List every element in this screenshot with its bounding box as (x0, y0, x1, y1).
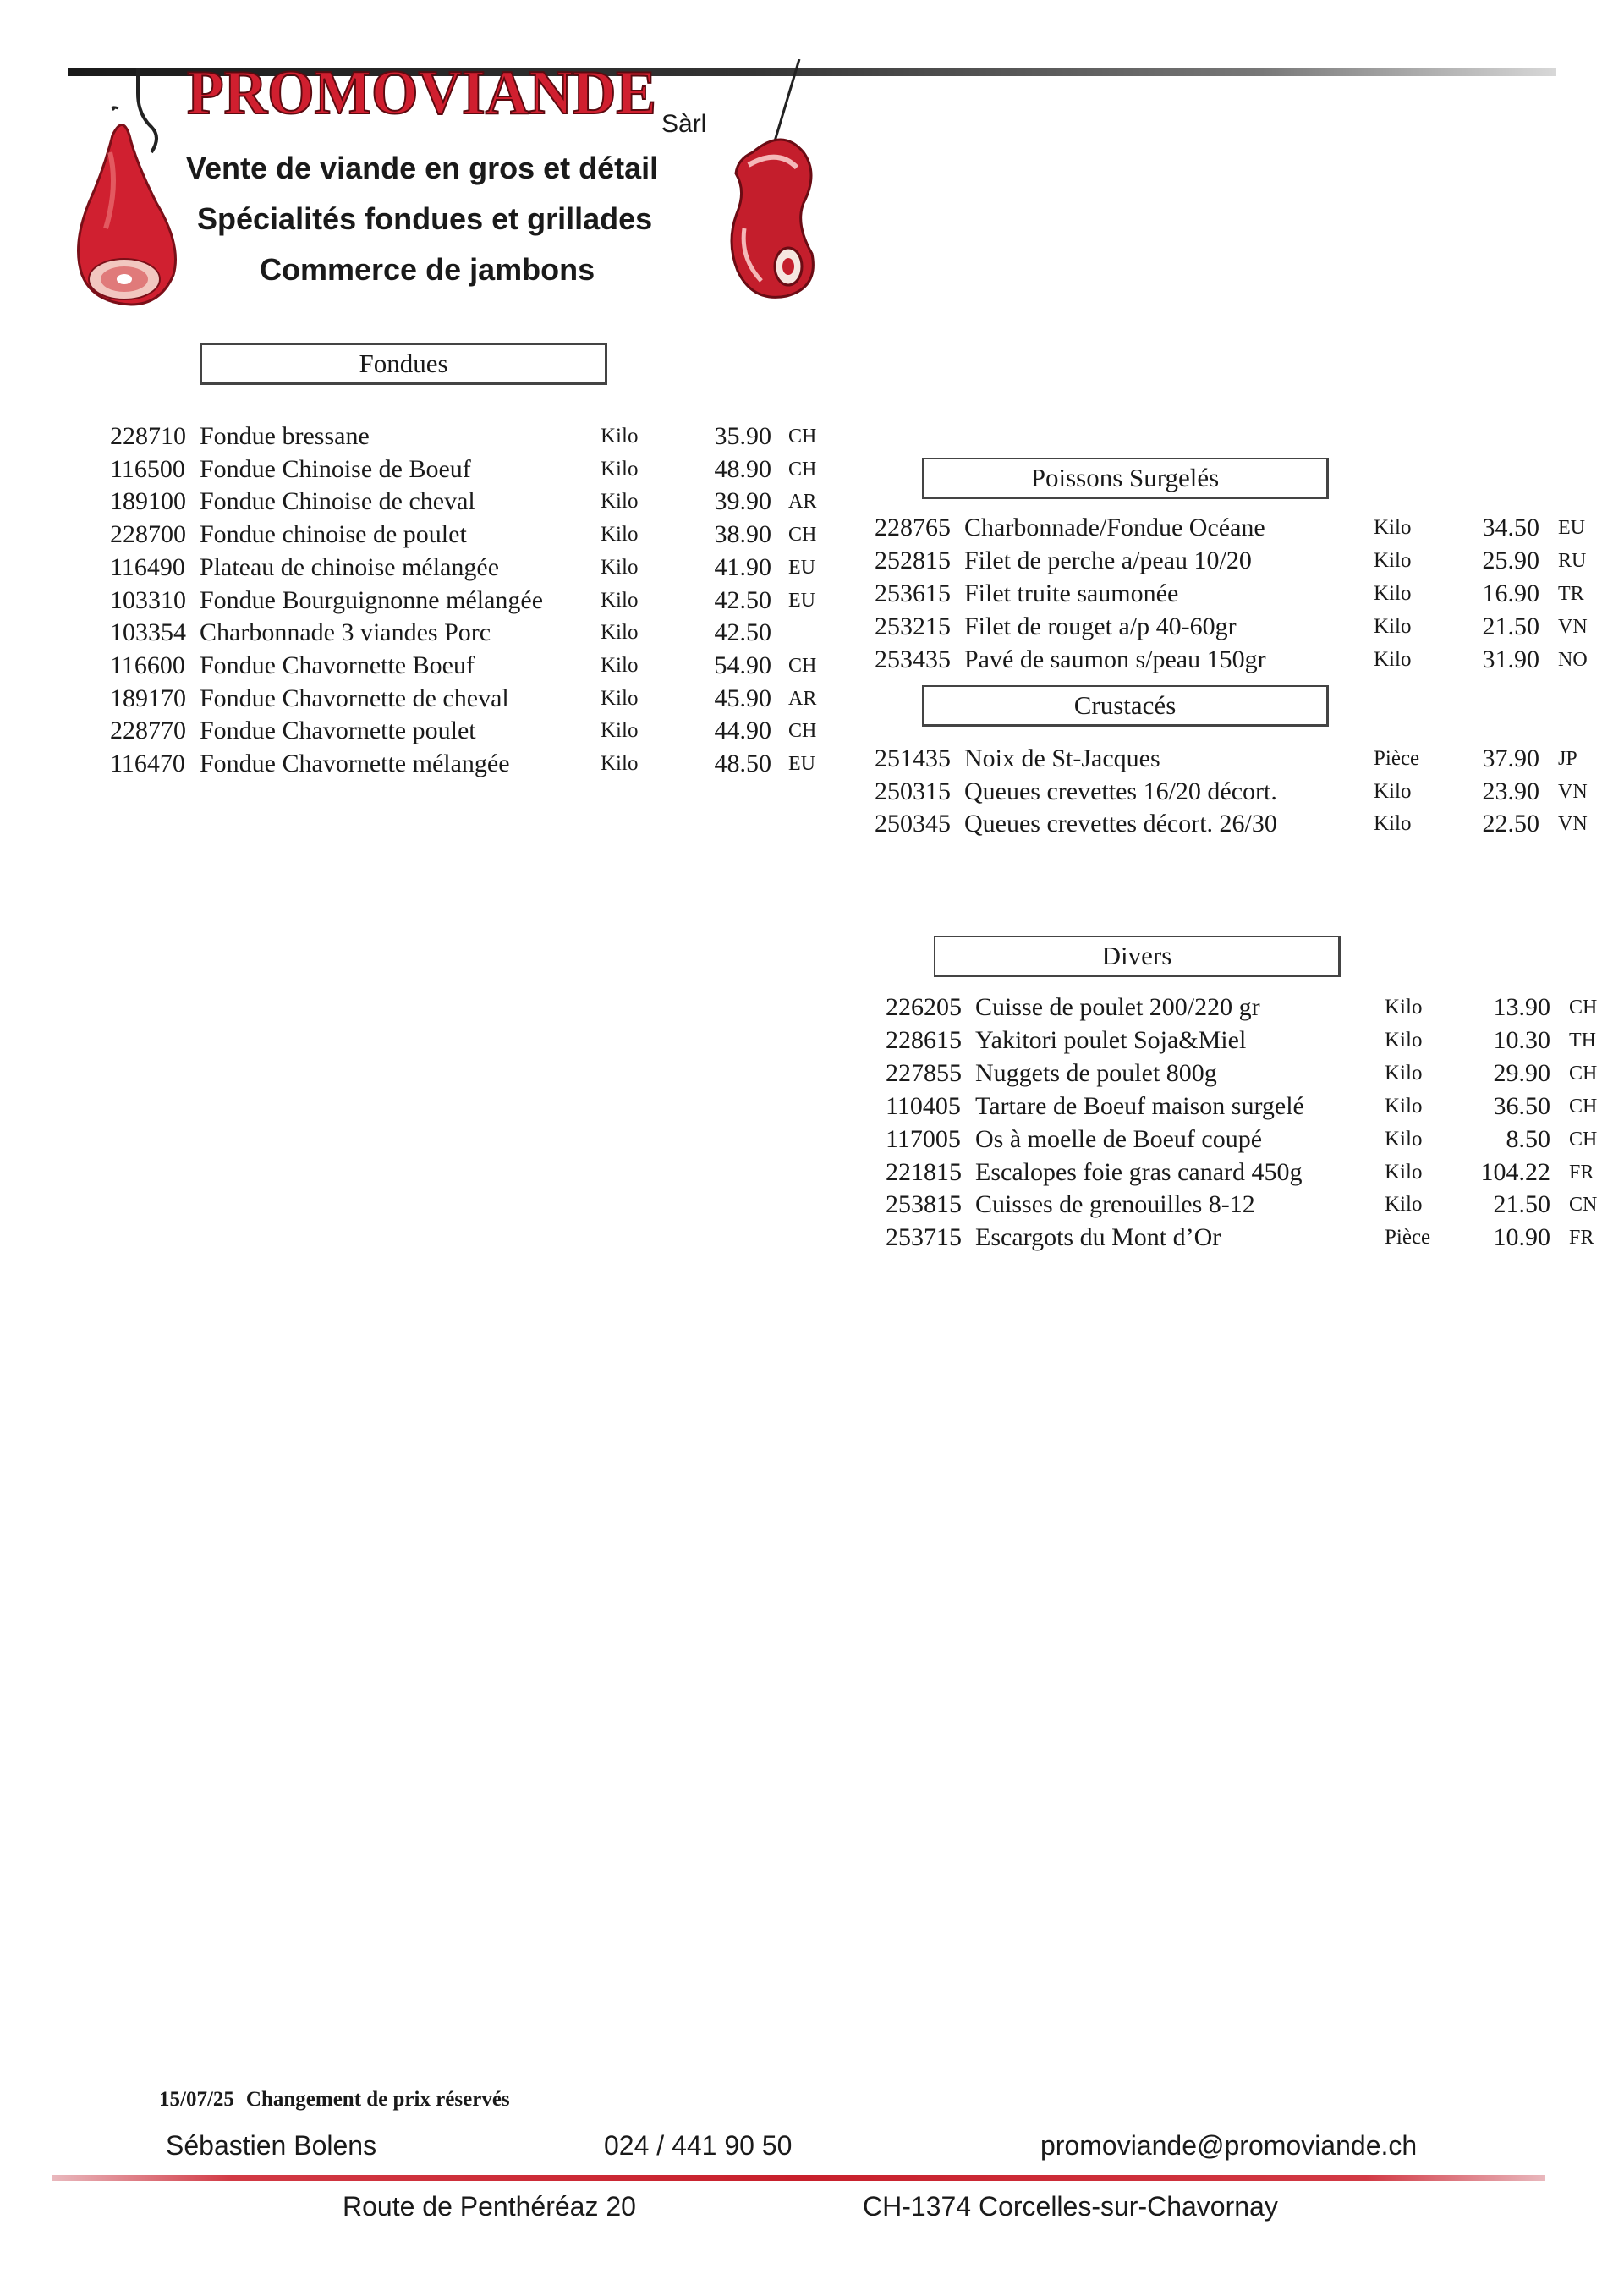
product-code: 103354 (110, 618, 186, 647)
product-origin: VN (1558, 780, 1588, 803)
product-name: Cuisse de poulet 200/220 gr (975, 993, 1260, 1021)
product-code: 116500 (110, 454, 185, 483)
product-row (886, 1090, 1620, 1123)
address-street: Route de Penthéréaz 20 (343, 2191, 636, 2222)
logo-suffix: Sàrl (661, 110, 707, 138)
product-price: 36.50 (1493, 1091, 1550, 1120)
product-name: Escargots du Mont d’Or (975, 1223, 1221, 1252)
product-name: Fondue Chavornette Boeuf (200, 651, 475, 679)
product-price: 34.50 (1482, 514, 1539, 541)
product-unit: Kilo (1385, 1094, 1423, 1118)
product-price: 10.30 (1493, 1025, 1550, 1054)
product-price: 22.50 (1482, 810, 1539, 838)
product-price: 10.90 (1493, 1223, 1550, 1252)
product-code: 226205 (886, 993, 962, 1021)
product-name: Yakitori poulet Soja&Miel (975, 1025, 1247, 1054)
product-row (110, 715, 839, 747)
product-row (110, 519, 839, 551)
product-price: 13.90 (1493, 993, 1550, 1021)
product-price: 38.90 (714, 520, 771, 549)
product-unit: Kilo (601, 719, 639, 743)
product-unit: Kilo (1385, 1127, 1423, 1151)
product-unit: Kilo (1385, 1193, 1423, 1217)
product-code: 116600 (110, 651, 185, 679)
product-price: 16.90 (1482, 579, 1539, 607)
product-unit: Kilo (1385, 1028, 1423, 1052)
product-origin: CH (788, 720, 817, 743)
product-row (875, 644, 1609, 676)
product-code: 250315 (875, 777, 951, 805)
product-origin: VN (1558, 813, 1588, 835)
product-price: 41.90 (714, 552, 771, 581)
product-row (886, 991, 1620, 1024)
product-code: 252815 (875, 547, 951, 574)
product-name: Nuggets de poulet 800g (975, 1058, 1217, 1087)
product-code: 227855 (886, 1058, 962, 1087)
product-unit: Kilo (1385, 1061, 1423, 1085)
product-row (875, 808, 1609, 840)
product-origin: VN (1558, 616, 1588, 638)
product-name: Filet de rouget a/p 40-60gr (964, 612, 1237, 640)
product-code: 253815 (886, 1190, 962, 1219)
product-unit: Kilo (1374, 812, 1412, 835)
product-row (875, 776, 1609, 808)
product-origin: EU (788, 556, 815, 579)
product-code: 110405 (886, 1091, 961, 1120)
product-unit: Kilo (1374, 582, 1412, 605)
price-notice: Changement de prix réservés (245, 2088, 510, 2111)
product-code: 253715 (886, 1223, 962, 1252)
product-row (875, 743, 1609, 775)
product-unit: Kilo (1385, 1160, 1423, 1184)
company-logo (182, 58, 723, 138)
product-price: 37.90 (1482, 744, 1539, 772)
product-unit: Kilo (1374, 549, 1412, 572)
product-row (110, 552, 839, 584)
section-title-crustaces: Crustacés (922, 685, 1329, 727)
product-row (886, 1123, 1620, 1156)
tagline-3: Commerce de jambons (260, 252, 595, 287)
product-origin: CH (1569, 1062, 1598, 1085)
product-row (110, 453, 839, 486)
product-unit: Kilo (601, 457, 639, 481)
product-origin: RU (1558, 550, 1587, 572)
footer-rule (52, 2175, 1545, 2181)
product-unit: Pièce (1374, 747, 1420, 770)
contact-name: Sébastien Bolens (166, 2130, 377, 2161)
product-name: Queues crevettes 16/20 décort. (964, 777, 1277, 805)
product-name: Fondue Bourguignonne mélangée (200, 585, 544, 614)
product-price: 8.50 (1506, 1124, 1550, 1153)
product-name: Tartare de Boeuf maison surgelé (975, 1091, 1304, 1120)
product-name: Fondue Chavornette de cheval (200, 684, 509, 712)
product-code: 103310 (110, 585, 186, 614)
product-unit: Kilo (1385, 996, 1423, 1019)
product-price: 54.90 (714, 651, 771, 679)
product-code: 221815 (886, 1157, 962, 1186)
address-city: CH-1374 Corcelles-sur-Chavornay (863, 2191, 1278, 2222)
product-origin: CH (788, 654, 817, 677)
product-row (886, 1189, 1620, 1221)
product-name: Charbonnade 3 viandes Porc (200, 618, 491, 647)
product-unit: Kilo (1374, 779, 1412, 803)
logo-text: PROMOVIANDE (187, 58, 656, 128)
product-origin: CH (1569, 1095, 1598, 1118)
product-name: Queues crevettes décort. 26/30 (964, 810, 1277, 838)
product-price: 25.90 (1482, 547, 1539, 574)
product-code: 253435 (875, 645, 951, 673)
product-price: 31.90 (1482, 645, 1539, 673)
product-origin: CN (1569, 1194, 1598, 1217)
product-row (110, 683, 839, 715)
product-code: 253615 (875, 579, 951, 607)
product-origin: TH (1569, 1029, 1596, 1052)
product-origin: EU (788, 589, 815, 612)
product-name: Plateau de chinoise mélangée (200, 552, 500, 581)
product-row (875, 512, 1609, 544)
product-code: 253215 (875, 612, 951, 640)
product-origin: EU (788, 753, 815, 775)
product-unit: Kilo (601, 588, 639, 612)
product-name: Noix de St-Jacques (964, 744, 1160, 772)
product-origin: CH (788, 426, 817, 448)
product-name: Charbonnade/Fondue Océane (964, 514, 1265, 541)
product-origin: EU (1558, 517, 1585, 539)
product-row (875, 545, 1609, 577)
product-price: 45.90 (714, 684, 771, 712)
product-unit: Kilo (1374, 615, 1412, 638)
section-title-divers: Divers (934, 936, 1341, 977)
product-name: Filet truite saumonée (964, 579, 1179, 607)
contact-email[interactable]: promoviande@promoviande.ch (1040, 2130, 1418, 2161)
product-name: Fondue Chavornette poulet (200, 717, 476, 745)
product-code: 116490 (110, 552, 185, 581)
tagline-2: Spécialités fondues et grillades (197, 201, 653, 236)
product-unit: Kilo (601, 523, 639, 547)
product-origin: CH (1569, 1128, 1598, 1151)
product-price: 42.50 (714, 618, 771, 647)
product-code: 189100 (110, 487, 186, 516)
product-row (875, 578, 1609, 610)
product-code: 250345 (875, 810, 951, 838)
product-origin: CH (788, 458, 817, 481)
contact-phone[interactable]: 024 / 441 90 50 (604, 2130, 793, 2161)
product-row (886, 1024, 1620, 1057)
product-origin: TR (1558, 583, 1584, 605)
ham-leg-icon (72, 102, 190, 313)
product-price: 21.50 (1493, 1190, 1550, 1219)
product-name: Fondue Chinoise de Boeuf (200, 454, 471, 483)
product-code: 251435 (875, 744, 951, 772)
product-price: 23.90 (1482, 777, 1539, 805)
product-price: 104.22 (1480, 1157, 1550, 1186)
product-name: Escalopes foie gras canard 450g (975, 1157, 1303, 1186)
product-unit: Kilo (601, 752, 639, 775)
product-unit: Kilo (601, 686, 639, 710)
product-price: 44.90 (714, 717, 771, 745)
product-origin: CH (788, 524, 817, 547)
product-row (110, 486, 839, 518)
product-row (110, 748, 839, 780)
product-unit: Kilo (601, 490, 639, 514)
product-row (875, 611, 1609, 643)
product-origin: FR (1569, 1161, 1594, 1184)
price-list-date: 15/07/25 (159, 2088, 234, 2111)
product-name: Pavé de saumon s/peau 150gr (964, 645, 1266, 673)
product-code: 117005 (886, 1124, 961, 1153)
product-unit: Kilo (601, 653, 639, 677)
product-origin: FR (1569, 1227, 1594, 1250)
product-code: 228765 (875, 514, 951, 541)
product-name: Os à moelle de Boeuf coupé (975, 1124, 1263, 1153)
product-price: 29.90 (1493, 1058, 1550, 1087)
product-price: 48.50 (714, 750, 771, 777)
product-code: 228615 (886, 1025, 962, 1054)
steak-icon (719, 59, 820, 305)
product-price: 42.50 (714, 585, 771, 614)
product-code: 228770 (110, 717, 186, 745)
product-price: 48.90 (714, 454, 771, 483)
section-title-fondues: Fondues (200, 343, 607, 385)
product-origin: NO (1558, 649, 1588, 671)
product-name: Fondue Chinoise de cheval (200, 487, 475, 516)
product-row (886, 1057, 1620, 1090)
product-name: Fondue bressane (200, 422, 370, 450)
product-origin: JP (1558, 748, 1577, 770)
product-code: 228710 (110, 422, 186, 450)
product-unit: Kilo (601, 555, 639, 579)
product-unit: Kilo (1374, 648, 1412, 671)
product-origin: AR (788, 687, 817, 710)
product-row (110, 420, 839, 453)
product-name: Filet de perche a/peau 10/20 (964, 547, 1252, 574)
tagline-1: Vente de viande en gros et détail (186, 151, 659, 185)
product-row (110, 650, 839, 682)
product-unit: Pièce (1385, 1226, 1431, 1250)
product-code: 228700 (110, 520, 186, 549)
product-code: 189170 (110, 684, 186, 712)
product-name: Cuisses de grenouilles 8-12 (975, 1190, 1255, 1219)
product-unit: Kilo (601, 425, 639, 448)
product-name: Fondue chinoise de poulet (200, 520, 467, 549)
product-unit: Kilo (601, 621, 639, 645)
product-origin: CH (1569, 997, 1598, 1019)
product-price: 21.50 (1482, 612, 1539, 640)
product-origin: AR (788, 491, 817, 514)
product-code: 116470 (110, 750, 185, 777)
product-row (110, 585, 839, 617)
footer-note (159, 2088, 522, 2112)
product-row (886, 1156, 1620, 1189)
product-name: Fondue Chavornette mélangée (200, 750, 510, 777)
section-title-poissons: Poissons Surgelés (922, 458, 1329, 499)
product-price: 35.90 (714, 422, 771, 450)
product-unit: Kilo (1374, 516, 1412, 539)
product-row (110, 617, 839, 649)
product-price: 39.90 (714, 487, 771, 516)
product-row (886, 1222, 1620, 1254)
